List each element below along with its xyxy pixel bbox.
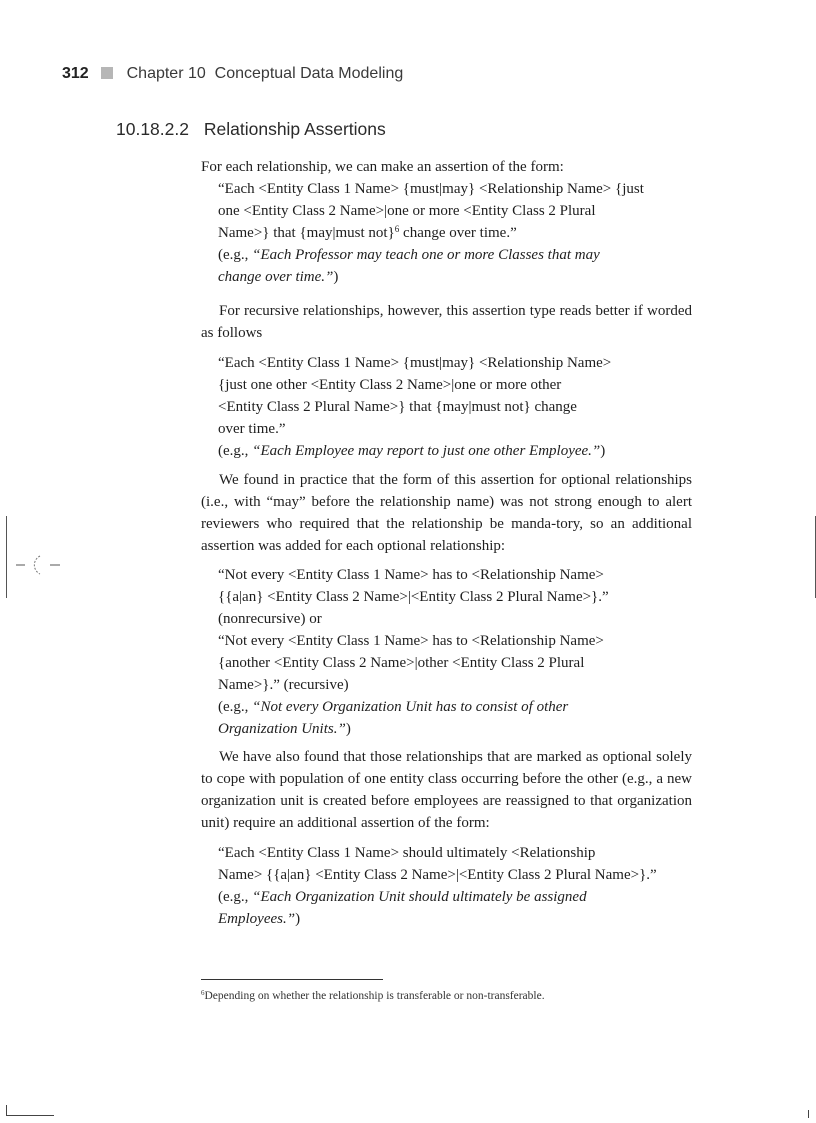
body-block-4	[201, 469, 692, 557]
assertion-3-line: (nonrecursive) or	[218, 611, 322, 627]
body-block-1	[201, 156, 692, 288]
bottom-left-trim-tick	[6, 1105, 7, 1115]
assertion-1	[218, 178, 670, 288]
assertion-2-line: {just one other <Entity Class 2 Name>|one or more other	[218, 377, 562, 393]
intro-paragraph: For each relationship, we can make an assertion of the form:	[201, 159, 564, 175]
population-paragraph: We have also found that those relationships that are marked as optional solely to cope with population of one entity class occurring before the other (e.g., a new organization unit is created before employees are reassigned to that organization unit) require an additional assertion of the form:	[201, 749, 692, 831]
assertion-3-line: {{a|an} <Entity Class 2 Name>|<Entity Class 2 Plural Name>}.”	[218, 589, 609, 605]
optional-paragraph: We found in practice that the form of this assertion for optional relationships (i.e., with “may” before the relationship name) was not strong enough to alert reviewers who required that the relationship be manda-tory, so an additional assertion was added for each optional relationship:	[201, 472, 692, 554]
chapter-title: Conceptual Data Modeling	[214, 65, 404, 82]
section-title: Relationship Assertions	[203, 119, 386, 139]
assertion-2-line: over time.”	[218, 421, 286, 437]
body-block-6	[201, 746, 692, 834]
assertion-3-line: “Not every <Entity Class 1 Name> has to <Relationship Name>	[218, 633, 604, 649]
assertion-3	[218, 564, 670, 740]
registration-mark-icon	[14, 551, 62, 579]
left-edge-line	[6, 516, 7, 598]
assertion-1-line: one <Entity Class 2 Name>|one or more <Entity Class 2 Plural	[218, 203, 596, 219]
assertion-3-line: Name>}.” (recursive)	[218, 677, 349, 693]
footnote	[201, 985, 721, 1004]
body-block-5	[201, 564, 692, 740]
footnote-rule	[201, 979, 383, 980]
section-heading	[116, 116, 386, 142]
assertion-1-example-cont: change over time.”)	[218, 269, 339, 285]
body-block-7	[201, 842, 692, 930]
assertion-1-example: (e.g., “Each Professor may teach one or more Classes that may	[218, 247, 600, 263]
assertion-2-example: (e.g., “Each Employee may report to just one other Employee.”)	[218, 443, 606, 459]
assertion-4-example-cont: Employees.”)	[218, 911, 301, 927]
assertion-2-line: <Entity Class 2 Plural Name>} that {may|must not} change	[218, 399, 577, 415]
assertion-4-line: Name> {{a|an} <Entity Class 2 Name>|<Entity Class 2 Plural Name>}.”	[218, 867, 657, 883]
assertion-3-example-cont: Organization Units.”)	[218, 721, 351, 737]
body-block-3	[201, 352, 692, 462]
assertion-3-line: “Not every <Entity Class 1 Name> has to <Relationship Name>	[218, 567, 604, 583]
footnote-ref[interactable]: 6	[394, 224, 400, 234]
assertion-1-line: Name>} that {may|must not}$^6$ change over time.”	[218, 224, 517, 241]
bottom-right-trim-tick	[808, 1110, 809, 1118]
assertion-4	[218, 842, 670, 930]
recursive-paragraph: For recursive relationships, however, this assertion type reads better if worded as follows	[201, 303, 692, 341]
chapter-label: Chapter 10	[126, 65, 206, 82]
bottom-left-trim-line	[6, 1115, 54, 1116]
assertion-4-example: (e.g., “Each Organization Unit should ultimately be assigned	[218, 889, 587, 905]
assertion-2	[218, 352, 670, 462]
body-block-2	[201, 300, 692, 344]
footnote-text: Depending on whether the relationship is transferable or non-transferable.	[204, 990, 545, 1002]
assertion-2-line: “Each <Entity Class 1 Name> {must|may} <Relationship Name>	[218, 355, 612, 371]
page-number: 312	[62, 65, 89, 82]
assertion-3-example: (e.g., “Not every Organization Unit has to consist of other	[218, 699, 569, 715]
footnote-marker: 6	[201, 989, 205, 997]
assertion-3-line: {another <Entity Class 2 Name>|other <Entity Class 2 Plural	[218, 655, 585, 671]
assertion-1-line: “Each <Entity Class 1 Name> {must|may} <Relationship Name> {just	[218, 181, 644, 197]
assertion-4-line: “Each <Entity Class 1 Name> should ultimately <Relationship	[218, 845, 596, 861]
section-number: 10.18.2.2	[116, 119, 189, 139]
square-bullet-icon	[101, 67, 113, 79]
running-head	[62, 62, 403, 86]
